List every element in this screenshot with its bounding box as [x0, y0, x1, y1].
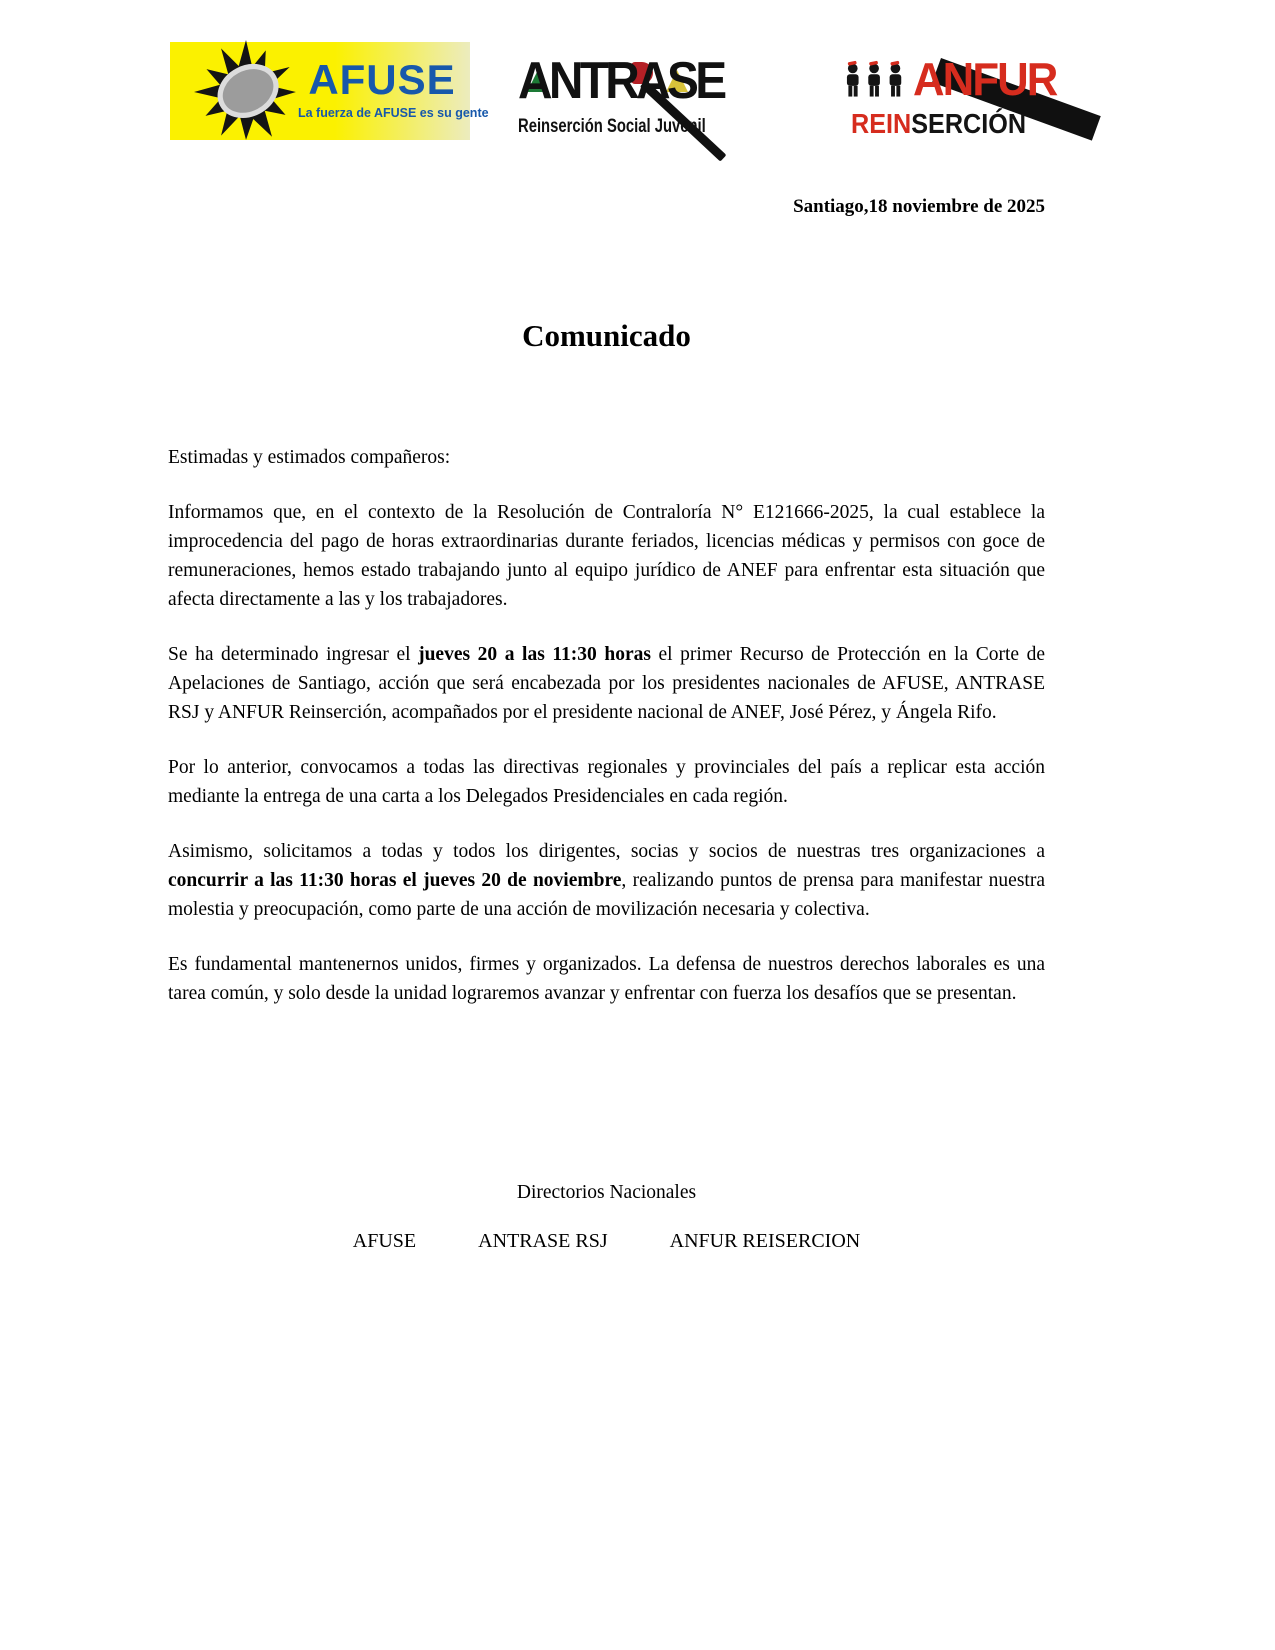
letter-footer	[168, 1182, 1045, 1253]
paragraph-concurrir-pre: Asimismo, solicitamos a todas y todos los dirigentes, socias y socios de nuestras tres organizaciones a	[168, 841, 1045, 862]
anfur-logo-name: ANFUR	[913, 53, 1057, 105]
paragraph-recurso-pre: Se ha determinado ingresar el	[168, 644, 419, 665]
paragraph-resolucion: Informamos que, en el contexto de la Resolución de Contraloría N° E121666-2025, la cual establece la improcedencia del pago de horas extraordinarias durante feriados, licencias médicas y permisos con goce de remuneraciones, hemos estado trabajando junto al equipo jurídico de ANEF para enfrentar esta situación que afecta directamente a las y los trabajadores.	[168, 502, 1045, 610]
logo-header	[0, 40, 1275, 160]
afuse-starburst-icon	[182, 40, 310, 144]
signatory-anfur: ANFUR REISERCION	[669, 1230, 861, 1252]
date-line: Santiago,18 noviembre de 2025	[793, 196, 1045, 217]
afuse-logo-tagline: La fuerza de AFUSE es su gente	[298, 106, 489, 120]
antrase-logo	[518, 54, 786, 142]
greeting-paragraph: Estimadas y estimados compañeros:	[168, 447, 451, 468]
letter-body	[168, 443, 1045, 1034]
paragraph-unidad: Es fundamental mantenernos unidos, firmes y organizados. La defensa de nuestros derechos laborales es una tarea común, y solo desde la unidad lograremos avanzar y enfrentar con fuerza los desafíos que se presentan.	[168, 954, 1045, 1004]
page-title: Comunicado	[522, 318, 691, 353]
afuse-logo	[170, 42, 489, 140]
anfur-subtitle-red-part: REIN	[851, 108, 912, 139]
paragraph-recurso	[168, 640, 1045, 727]
anfur-people-icon	[845, 58, 909, 106]
paragraph-concurrir-bold: concurrir a las 11:30 horas el jueves 20 de noviembre	[168, 870, 622, 891]
antrase-logo-subtitle: Reinserción Social Juvenil	[518, 116, 706, 137]
paragraph-concurrir-post: , realizando puntos de prensa para manifestar nuestra molestia y preocupación, como parte de una acción de movilización necesaria y colectiva.	[168, 870, 1045, 920]
paragraph-concurrir	[168, 837, 1045, 924]
anfur-logo-subtitle	[851, 108, 1071, 140]
paragraph-recurso-post: el primer Recurso de Protección en la Corte de Apelaciones de Santiago, acción que será encabezada por los presidentes nacionales de AFUSE, ANTRASE RSJ y ANFUR Reinserción, acompañados por el presidente nacional de ANEF, José Pérez, y Ángela Rifo.	[168, 644, 1046, 723]
signatory-afuse: AFUSE	[352, 1230, 417, 1252]
signatories-row	[168, 1230, 1045, 1253]
anfur-logo	[845, 54, 1095, 150]
antrase-wordmark	[518, 54, 786, 112]
signatory-antrase: ANTRASE RSJ	[478, 1230, 608, 1252]
closing-line: Directorios Nacionales	[516, 1182, 697, 1203]
afuse-logo-name: AFUSE	[308, 56, 456, 103]
paragraph-convocatoria: Por lo anterior, convocamos a todas las directivas regionales y provinciales del país a replicar esta acción mediante la entrega de una carta a los Delegados Presidenciales en cada región.	[168, 757, 1045, 807]
antrase-logo-name: ANTRASE	[518, 52, 724, 110]
paragraph-recurso-bold: jueves 20 a las 11:30 horas	[418, 644, 651, 665]
anfur-subtitle-black-part: SERCIÓN	[911, 108, 1027, 139]
